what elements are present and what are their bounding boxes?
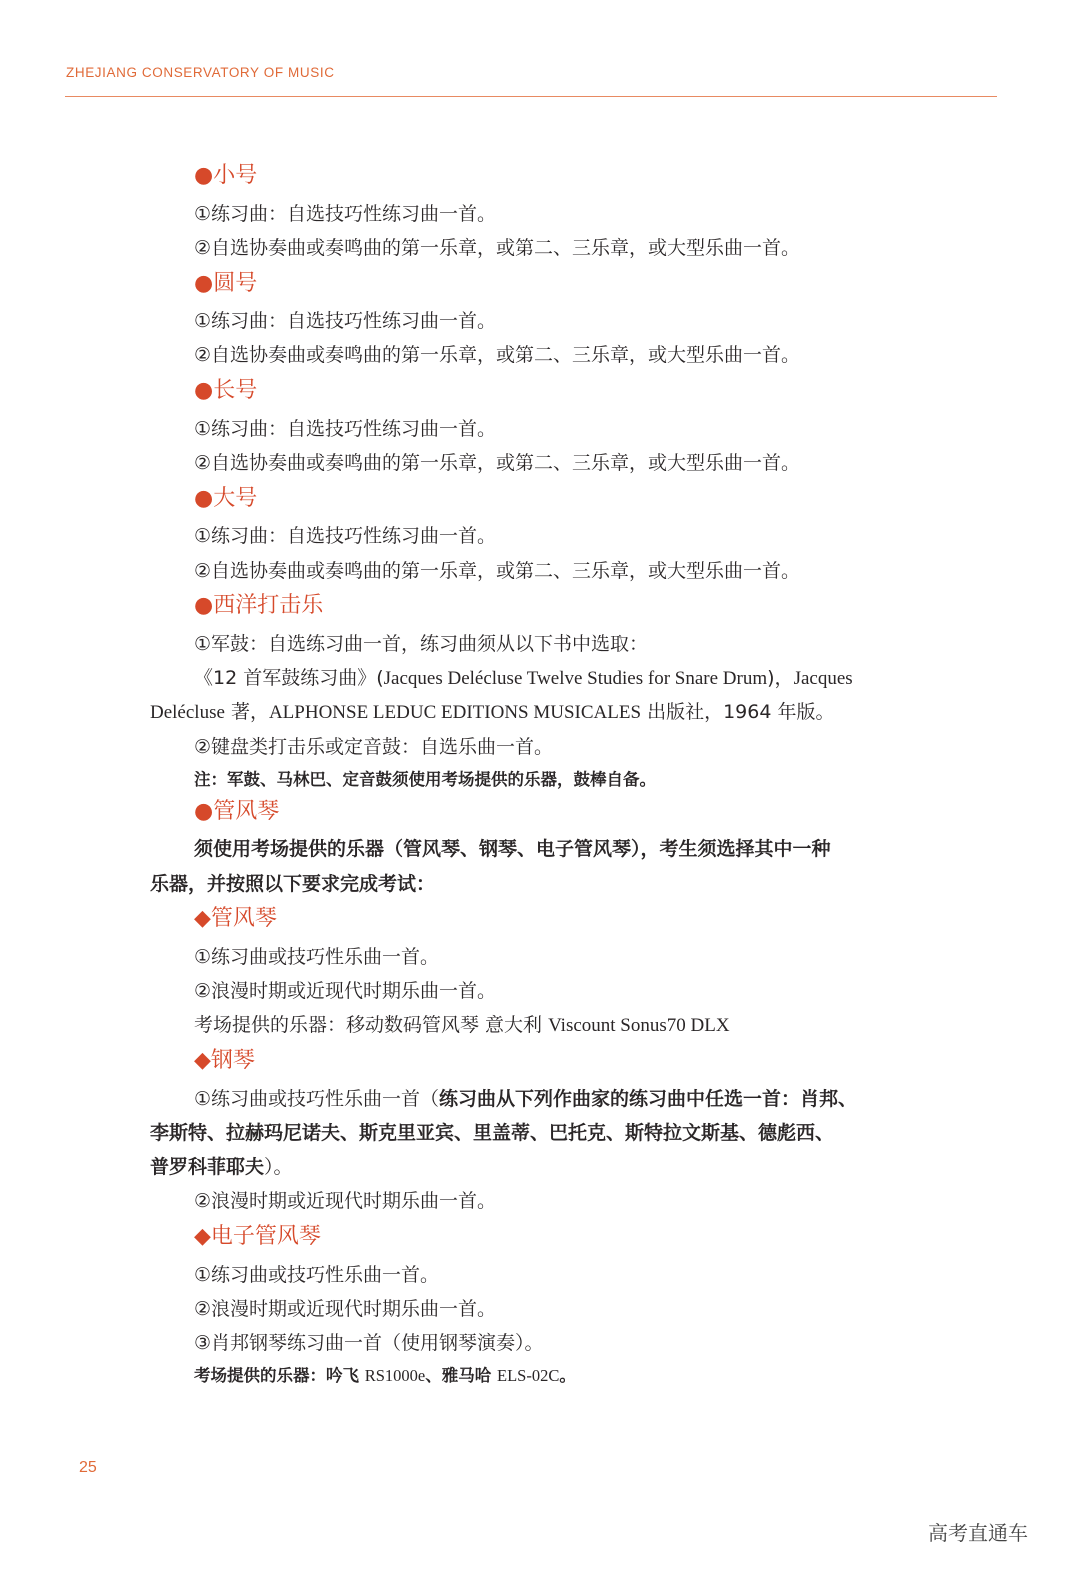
instrument-model-2: ELS-02C: [497, 1366, 560, 1385]
section-heading-trombone: [194, 377, 257, 405]
pipe-organ-item-2: ②浪漫时期或近现代时期乐曲一首。: [194, 980, 497, 1002]
page-number: 25: [79, 1459, 97, 1476]
electronic-organ-instrument: [194, 1364, 576, 1388]
book-english-title: Jacques Delécluse Twelve Studies for Snare Drum: [383, 668, 768, 689]
organ-intro-line-1: 须使用考场提供的乐器（管风琴、钢琴、电子管风琴），考生须选择其中一种: [194, 838, 831, 860]
piano-item-2: ②浪漫时期或近现代时期乐曲一首。: [194, 1190, 497, 1212]
book-author-suffix: 著，: [224, 701, 269, 723]
book-author-first: Jacques: [793, 668, 853, 689]
electronic-organ-item-2: ②浪漫时期或近现代时期乐曲一首。: [194, 1298, 497, 1320]
tuba-item-2: ②自选协奏曲或奏鸣曲的第一乐章，或第二、三乐章，或大型乐曲一首。: [194, 560, 801, 582]
bullet-icon: ●: [194, 271, 214, 296]
subsection-heading-piano: [194, 1047, 255, 1075]
section-heading-horn: [194, 270, 257, 298]
book-punct: )，: [767, 667, 794, 689]
diamond-icon: ◆: [194, 1224, 211, 1249]
section-heading-tuba: [194, 485, 257, 513]
diamond-icon: ◆: [194, 1048, 211, 1073]
percussion-book-line-2: [150, 700, 834, 725]
heading-title: 圆号: [213, 271, 258, 296]
watermark: 高考直通车: [928, 1521, 1028, 1545]
organ-intro-line-2: 乐器，并按照以下要求完成考试：: [150, 873, 436, 895]
bullet-icon: ●: [194, 163, 214, 188]
piano-item-1-end: ）。: [264, 1156, 293, 1178]
bullet-icon: ●: [194, 593, 214, 618]
piano-item-1-line-1: [194, 1087, 857, 1111]
instrument-model-1: RS1000e: [364, 1366, 426, 1385]
heading-title: 电子管风琴: [210, 1224, 321, 1249]
book-publisher: ALPHONSE LEDUC EDITIONS MUSICALES: [268, 702, 642, 723]
instrument-label: 考场提供的乐器：吟飞: [194, 1366, 365, 1385]
trumpet-item-1: ①练习曲：自选技巧性练习曲一首。: [194, 203, 497, 225]
electronic-organ-item-3: ③肖邦钢琴练习曲一首（使用钢琴演奏）。: [194, 1332, 544, 1354]
percussion-item-1: ①军鼓：自选练习曲一首，练习曲须从以下书中选取：: [194, 633, 649, 655]
pipe-organ-instrument: [194, 1013, 730, 1038]
percussion-book-line-1: [194, 666, 853, 691]
header-title: ZHEJIANG CONSERVATORY OF MUSIC: [66, 65, 335, 80]
header-divider: [65, 96, 997, 97]
subsection-heading-electronic-organ: [194, 1223, 321, 1251]
section-heading-organ: [194, 798, 279, 826]
piano-item-1-line-3: [150, 1155, 293, 1179]
book-author-last: Delécluse: [150, 702, 225, 723]
piano-item-1-line-2: 李斯特、拉赫玛尼诺夫、斯克里亚宾、里盖蒂、巴托克、斯特拉文斯基、德彪西、: [150, 1122, 835, 1144]
horn-item-1: ①练习曲：自选技巧性练习曲一首。: [194, 310, 497, 332]
heading-title: 钢琴: [210, 1048, 255, 1073]
subsection-heading-pipe-organ: [194, 905, 277, 933]
trumpet-item-2: ②自选协奏曲或奏鸣曲的第一乐章，或第二、三乐章，或大型乐曲一首。: [194, 237, 801, 259]
heading-title: 小号: [213, 163, 258, 188]
pipe-organ-item-1: ①练习曲或技巧性乐曲一首。: [194, 946, 440, 968]
section-heading-trumpet: [194, 162, 257, 190]
instrument-end: 。: [559, 1366, 576, 1385]
horn-item-2: ②自选协奏曲或奏鸣曲的第一乐章，或第二、三乐章，或大型乐曲一首。: [194, 344, 801, 366]
book-title: 《12 首军鼓练习曲》(: [194, 667, 384, 689]
heading-title: 大号: [213, 486, 258, 511]
instrument-model: Viscount Sonus70 DLX: [548, 1015, 730, 1036]
bullet-icon: ●: [194, 378, 214, 403]
heading-title: 管风琴: [213, 799, 280, 824]
trombone-item-1: ①练习曲：自选技巧性练习曲一首。: [194, 418, 497, 440]
piano-composers-intro: 练习曲从下列作曲家的练习曲中任选一首：肖邦、: [439, 1088, 858, 1110]
instrument-label: 考场提供的乐器：移动数码管风琴 意大利: [194, 1014, 549, 1036]
bullet-icon: ●: [194, 799, 214, 824]
trombone-item-2: ②自选协奏曲或奏鸣曲的第一乐章，或第二、三乐章，或大型乐曲一首。: [194, 452, 801, 474]
electronic-organ-item-1: ①练习曲或技巧性乐曲一首。: [194, 1264, 440, 1286]
instrument-sep: 、雅马哈: [425, 1366, 498, 1385]
percussion-note: 注：军鼓、马林巴、定音鼓须使用考场提供的乐器，鼓棒自备。: [194, 770, 656, 789]
bullet-icon: ●: [194, 486, 214, 511]
section-heading-percussion: [194, 592, 323, 620]
piano-item-1-start: ①练习曲或技巧性乐曲一首（: [194, 1088, 440, 1110]
tuba-item-1: ①练习曲：自选技巧性练习曲一首。: [194, 525, 497, 547]
heading-title: 管风琴: [210, 906, 277, 931]
diamond-icon: ◆: [194, 906, 211, 931]
book-publish-info: 出版社，1964 年版。: [641, 701, 835, 723]
heading-title: 长号: [213, 378, 258, 403]
percussion-item-2: ②键盘类打击乐或定音鼓：自选乐曲一首。: [194, 736, 554, 758]
heading-title: 西洋打击乐: [213, 593, 324, 618]
piano-composer-last: 普罗科菲耶夫: [150, 1156, 265, 1178]
